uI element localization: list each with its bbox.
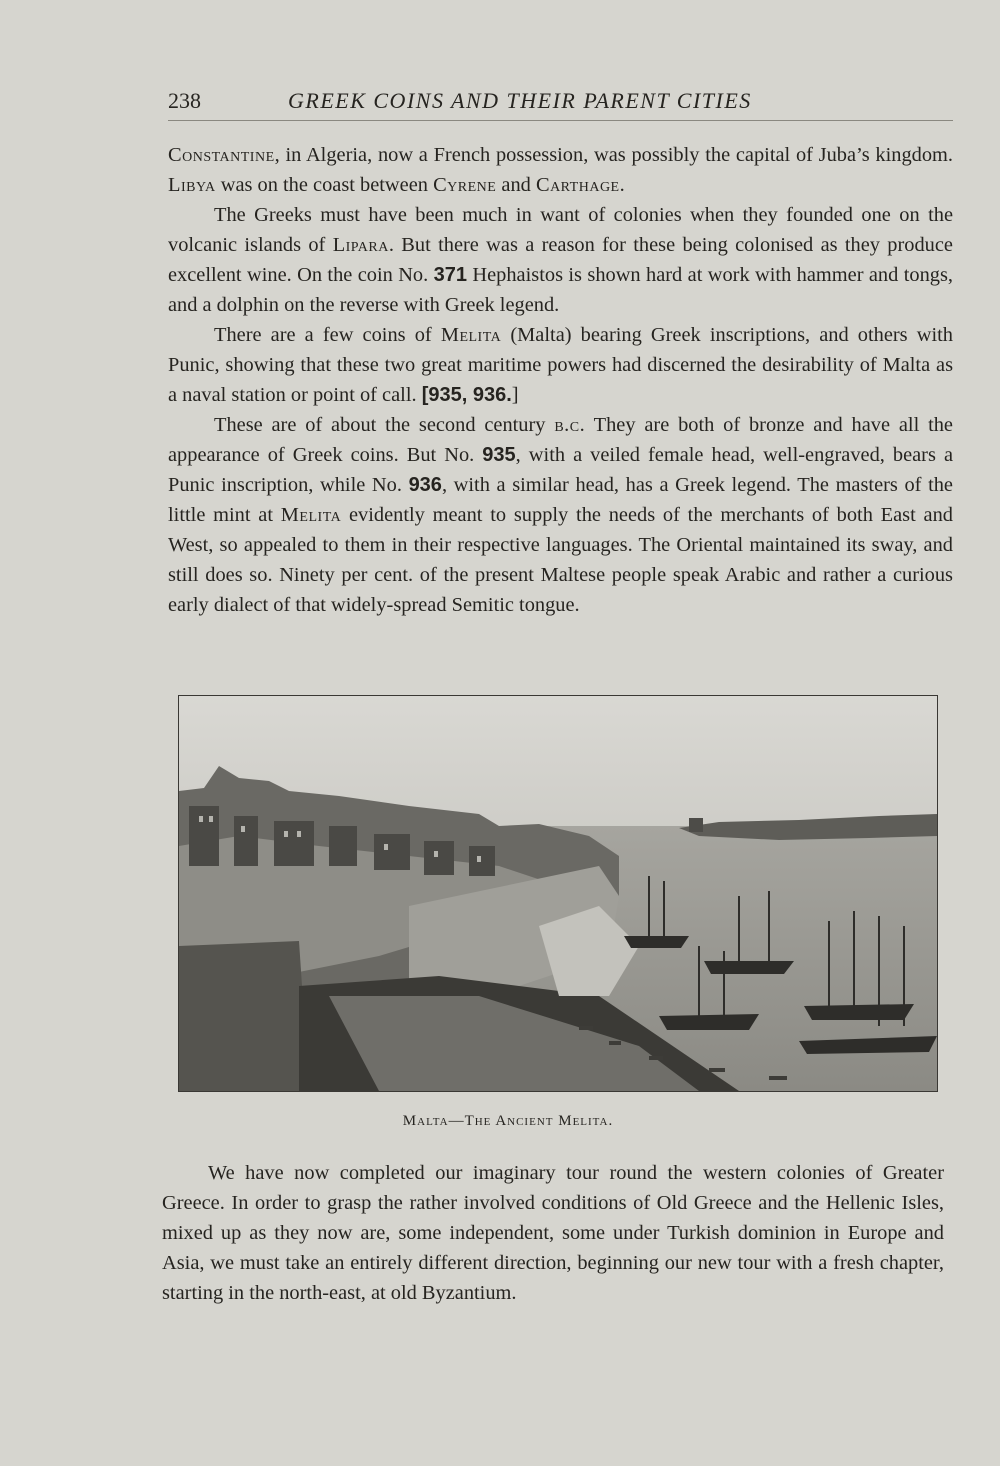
figure-caption: Malta—The Ancient Melita. (402, 1113, 614, 1129)
body-text-lower (162, 1158, 944, 1308)
harbour-photograph (178, 695, 938, 1092)
place-name: Lipara (332, 234, 389, 256)
running-title: GREEK COINS AND THEIR PARENT CITIES (288, 88, 752, 113)
place-name: Carthage (535, 174, 620, 196)
place-name: Constantine (168, 144, 275, 166)
coin-reference: [935, 936. (421, 384, 512, 406)
paragraph-3: There are a few coins of Melita (Malta) bearing Greek inscriptions, and others with Punic, showing that these two great maritime powers had discerned the desirability of Malta as a naval station or point of call. [935, 936.] (168, 324, 953, 406)
era-abbreviation: b.c. (554, 414, 586, 436)
place-name: Libya (168, 174, 216, 196)
page-header (168, 86, 953, 121)
coin-reference: 936 (408, 474, 442, 496)
paragraph-2: The Greeks must have been much in want of colonies when they founded one on the volcanic islands of Lipara. But there was a reason for these being colonised as they produce excellent wine. On the coin No. 371 Hephaistos is shown hard at work with hammer and tongs, and a dolphin on the reverse with Greek legend. (168, 204, 953, 316)
body-text-upper (168, 140, 953, 620)
coin-reference: 371 (433, 264, 467, 286)
place-name: Cyrene (433, 174, 497, 196)
place-name: Melita (440, 324, 502, 346)
page-number: 238 (168, 88, 201, 113)
place-name: Melita (280, 504, 342, 526)
paragraph-1: Constantine, in Algeria, now a French possession, was possibly the capital of Juba’s kingdom. Libya was on the coast between Cyrene and Carthage. (168, 144, 953, 196)
paragraph-4: These are of about the second century b.c. They are both of bronze and have all the appearance of Greek coins. But No. 935, with a veiled female head, well-engraved, bears a Punic inscription, while No. 936, with a similar head, has a Greek legend. The masters of the little mint at Melita evidently meant to supply the needs of the merchants of both East and West, so appealed to them in their respective languages. The Oriental maintained its sway, and still does so. Ninety per cent. of the present Maltese people speak Arabic and rather a curious early dialect of that widely-spread Semitic tongue. (168, 414, 953, 616)
paragraph-5: We have now completed our imaginary tour round the western colonies of Greater Greece. In order to grasp the rather involved conditions of Old Greece and the Hellenic Isles, mixed up as they now are, some independent, some under Turkish dominion in Europe and Asia, we must take an entirely different direction, beginning our new tour with a fresh chapter, starting in the north-east, at old Byzantium. (162, 1162, 944, 1304)
coin-reference: 935 (482, 444, 516, 466)
